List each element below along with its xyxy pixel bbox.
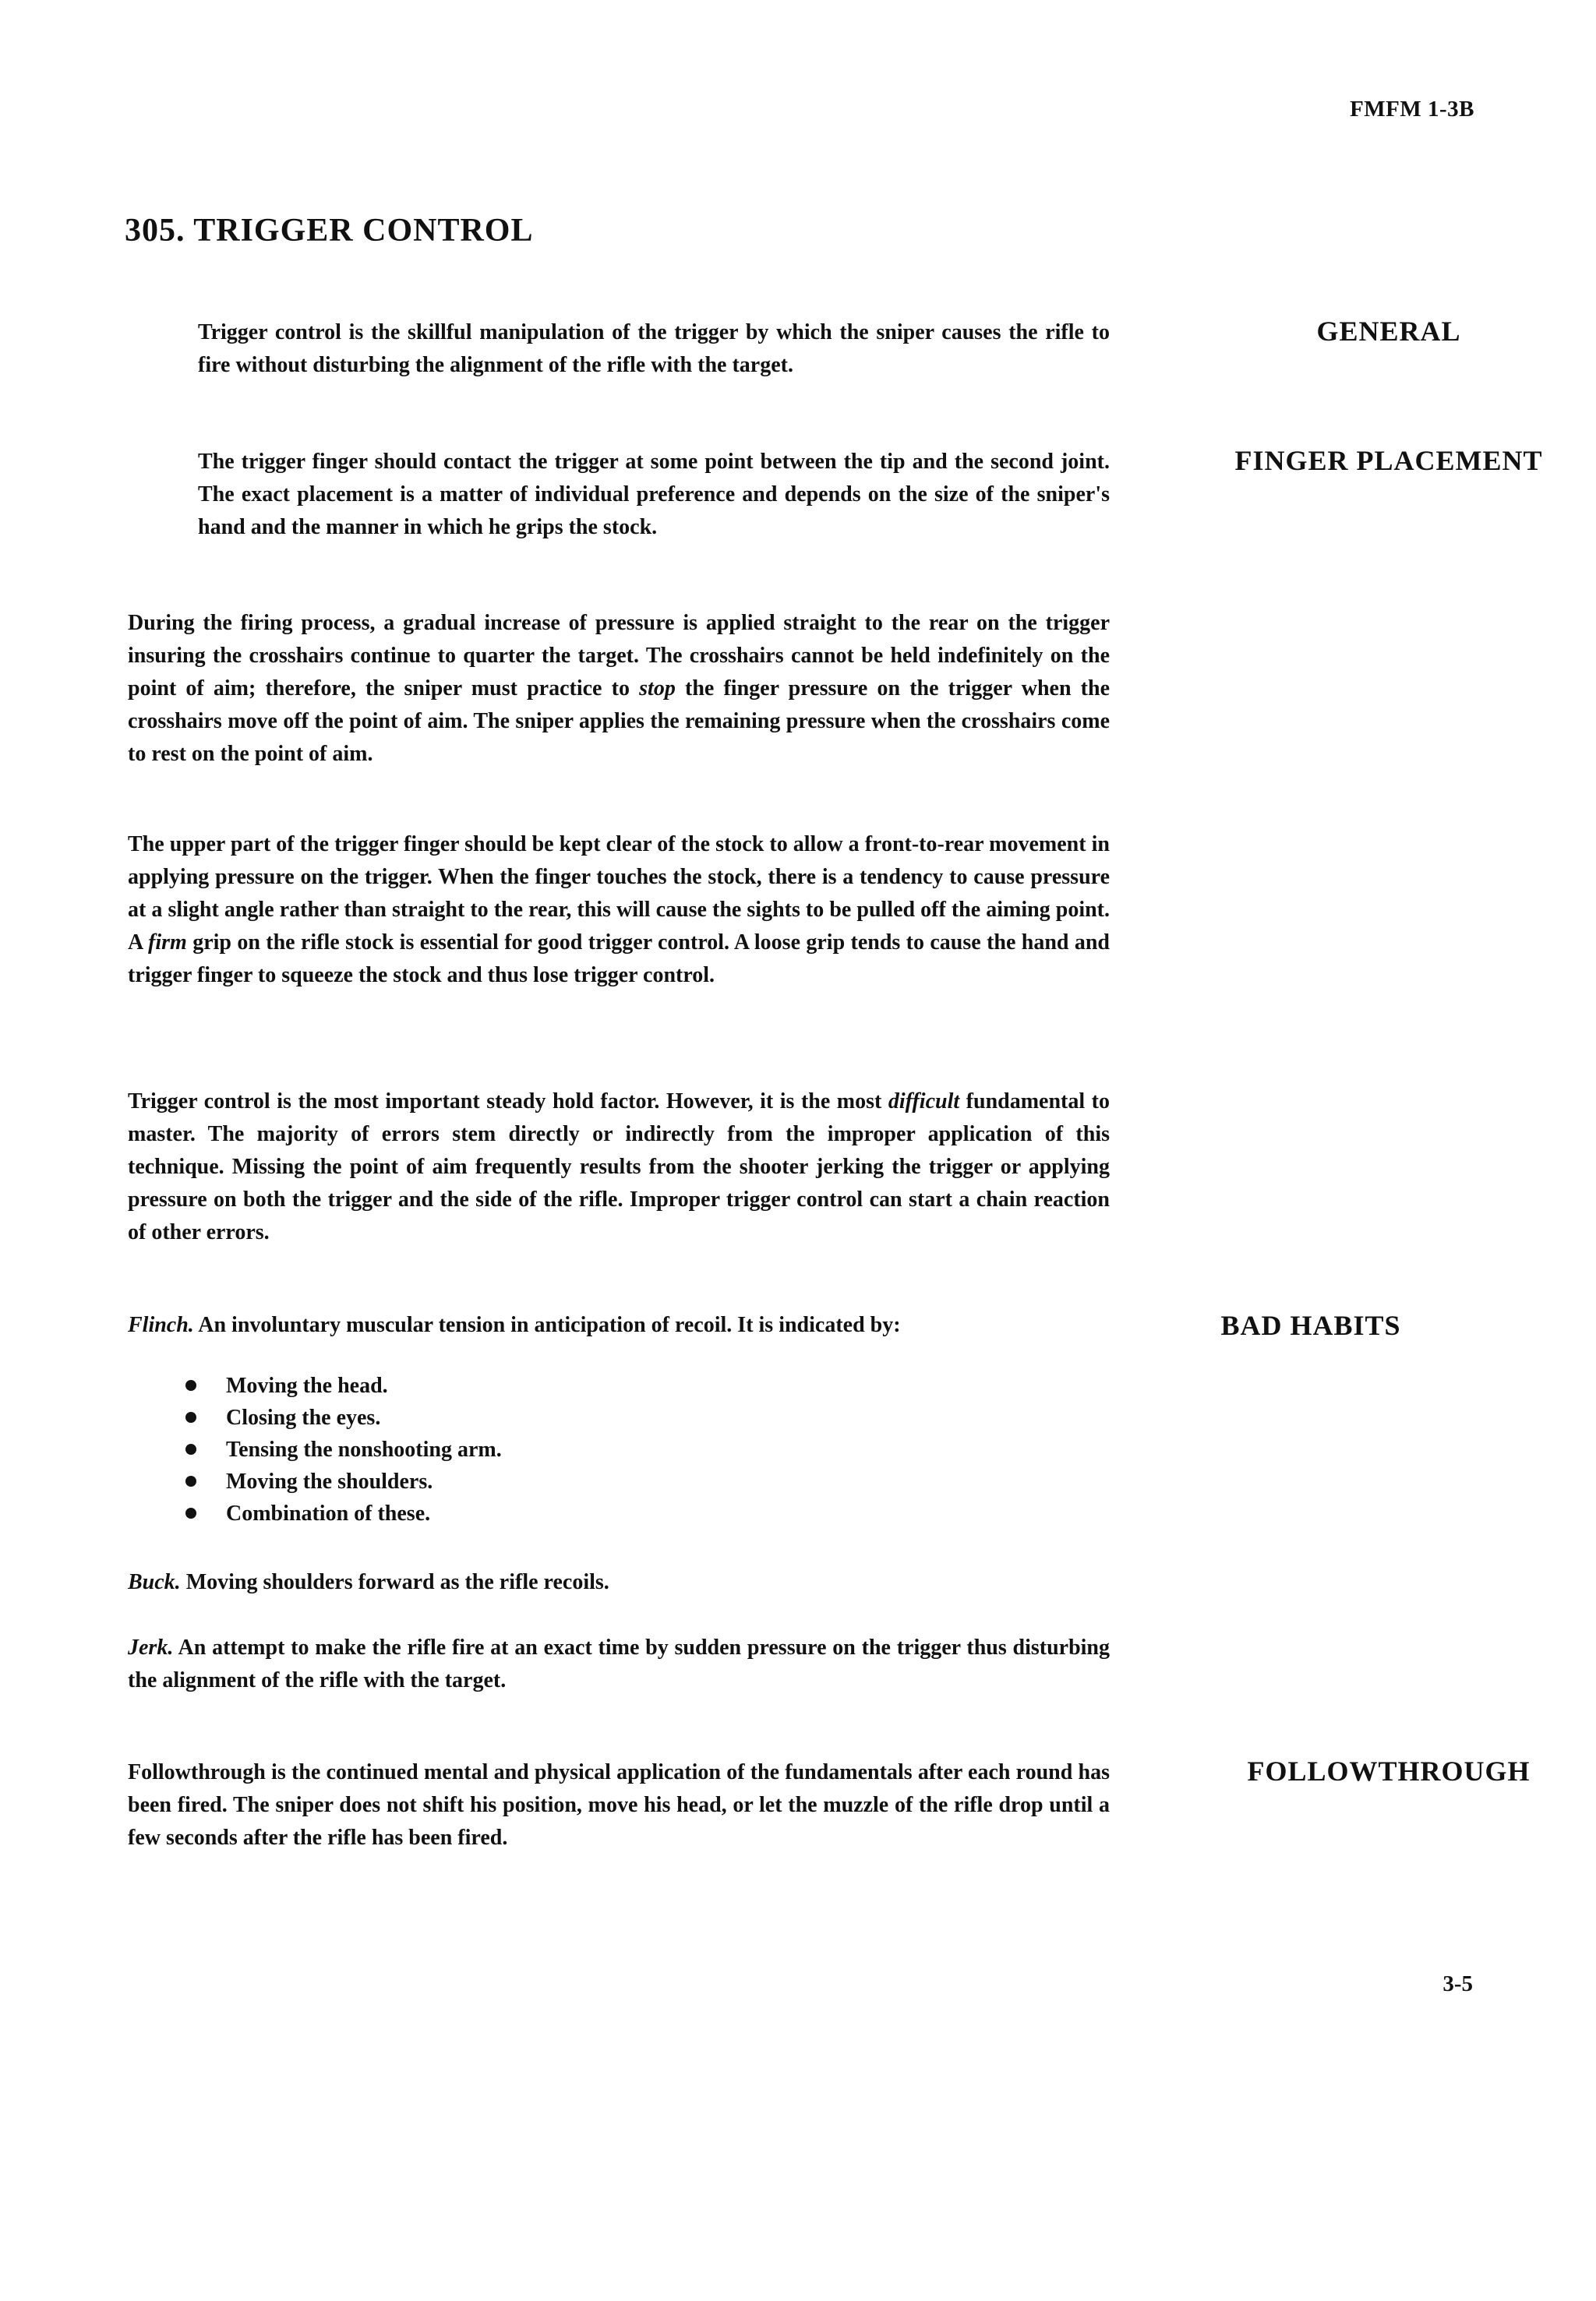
- paragraph-followthrough-text: Followthrough is the continued mental and physical application of the fundamentals after each round has been fired. The sniper does not shift his position, move his head, or let the muzzle of the rifle drop until a few seconds after the rifle has been fired.: [128, 1760, 1110, 1850]
- bullet-icon: [185, 1444, 196, 1455]
- section-title: 305. TRIGGER CONTROL: [125, 213, 534, 249]
- buck-text: Moving shoulders forward as the rifle recoils.: [180, 1570, 609, 1594]
- paragraph-pressure-text: [128, 607, 1110, 771]
- bullet-icon: [185, 1508, 196, 1519]
- list-item-text: Moving the shoulders.: [226, 1470, 433, 1494]
- paragraph-importance: [128, 1085, 1110, 1249]
- document-id: FMFM 1-3B: [1350, 97, 1474, 122]
- list-item: [185, 1370, 502, 1402]
- side-heading-general: GENERAL: [1316, 316, 1461, 347]
- flinch-text: An involuntary muscular tension in anticipation of recoil. It is indicated by:: [193, 1313, 901, 1337]
- list-item-text: Tensing the nonshooting arm.: [226, 1438, 502, 1462]
- paragraph-jerk-text: [128, 1632, 1110, 1697]
- buck-term: Buck.: [128, 1570, 181, 1594]
- paragraph-finger-placement-text: The trigger finger should contact the trigger at some point between the tip and the second joint. The exact placement is a matter of individual preference and depends on the size of the sniper's hand and the manner in which he grips the stock.: [198, 450, 1110, 539]
- grip-text-b: grip on the rifle stock is essential for good trigger control. A loose grip tends to cause the hand and trigger finger to squeeze the stock and thus lose trigger control.: [128, 930, 1110, 987]
- bullet-icon: [185, 1476, 196, 1487]
- paragraph-pressure: [128, 607, 1110, 771]
- list-item-text: Moving the head.: [226, 1374, 388, 1398]
- side-heading-followthrough: FOLLOWTHROUGH: [1247, 1756, 1531, 1787]
- list-item-text: Combination of these.: [226, 1502, 431, 1526]
- paragraph-buck-text: [128, 1566, 1110, 1599]
- bullet-icon: [185, 1380, 196, 1391]
- pressure-text-a: During the firing process, a gradual increase of pressure is applied straight to the rear on the trigger insuring the crosshairs continue to quarter the target. The crosshairs cannot be held indefinitely on the point of aim; therefore, the sniper must practice to: [128, 611, 1110, 701]
- paragraph-followthrough: [128, 1756, 1110, 1855]
- paragraph-flinch: [128, 1309, 1110, 1342]
- bullet-icon: [185, 1412, 196, 1423]
- side-heading-finger-placement: FINGER PLACEMENT: [1234, 445, 1543, 476]
- paragraph-buck: [128, 1566, 1110, 1599]
- importance-text-b: fundamental to master. The majority of errors stem directly or indirectly from the improper application of this technique. Missing the point of aim frequently results from the shooter jerking the trigger or applying pressure on both the trigger and the side of the rifle. Improper trigger control can start a chain reaction of other errors.: [128, 1089, 1110, 1244]
- list-item-text: Closing the eyes.: [226, 1406, 381, 1430]
- grip-emphasis: firm: [148, 930, 187, 955]
- page-number: 3-5: [1442, 1971, 1473, 1996]
- flinch-indicator-list: [185, 1370, 502, 1530]
- list-item: [185, 1466, 502, 1498]
- pressure-emphasis: stop: [639, 676, 676, 701]
- grip-text-a: The upper part of the trigger finger should be kept clear of the stock to allow a front-to-rear movement in applying pressure on the trigger. When the finger touches the stock, there is a tendency to cause pressure at a slight angle rather than straight to the rear, this will cause the sights to be pulled off the aiming point. A: [128, 832, 1110, 955]
- paragraph-general-text: Trigger control is the skillful manipulation of the trigger by which the sniper causes the rifle to fire without disturbing the alignment of the rifle with the target.: [198, 320, 1110, 377]
- jerk-text: An attempt to make the rifle fire at an exact time by sudden pressure on the trigger thus disturbing the alignment of the rifle with the target.: [128, 1636, 1110, 1692]
- paragraph-jerk: [128, 1632, 1110, 1697]
- paragraph-grip-text: [128, 828, 1110, 992]
- paragraph-finger-placement: [198, 446, 1110, 544]
- list-item: [185, 1498, 502, 1530]
- paragraph-importance-text: [128, 1085, 1110, 1249]
- pressure-text-b: the finger pressure on the trigger when the crosshairs move off the point of aim. The sniper applies the remaining pressure when the crosshairs come to rest on the point of aim.: [128, 676, 1110, 766]
- list-item: [185, 1434, 502, 1466]
- list-item: [185, 1402, 502, 1434]
- side-heading-bad-habits: BAD HABITS: [1220, 1310, 1401, 1341]
- paragraph-general: [198, 316, 1110, 382]
- importance-emphasis: difficult: [888, 1089, 960, 1113]
- importance-text-a: Trigger control is the most important steady hold factor. However, it is the most: [128, 1089, 888, 1113]
- flinch-term: Flinch.: [128, 1313, 194, 1337]
- jerk-term: Jerk.: [128, 1636, 174, 1660]
- paragraph-flinch-text: [128, 1309, 1110, 1342]
- paragraph-grip: [128, 828, 1110, 992]
